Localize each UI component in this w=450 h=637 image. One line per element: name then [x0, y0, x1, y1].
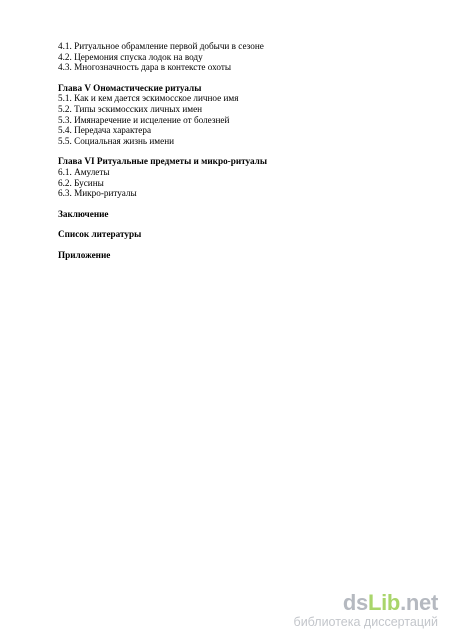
toc-item-6-3: 6.3. Микро-ритуалы [58, 188, 137, 199]
toc-item-4-3: 4.3. Многозначность дара в контексте охоты [58, 62, 232, 73]
toc-item-5-1: 5.1. Как и кем дается эскимосское личное имя [58, 93, 239, 104]
chapter-5-heading: Глава V Ономастические ритуалы [58, 82, 202, 93]
table-of-contents [58, 41, 418, 261]
toc-item-6-2: 6.2. Бусины [58, 177, 104, 188]
toc-item-5-4: 5.4. Передача характера [58, 125, 152, 136]
toc-item-5-2: 5.2. Типы эскимосских личных имен [58, 103, 203, 114]
logo-net-text: .net [400, 590, 438, 615]
bibliography-heading: Список литературы [58, 229, 142, 240]
toc-item-5-5: 5.5. Социальная жизнь имени [58, 135, 175, 146]
spacer [58, 146, 418, 156]
dslib-watermark [294, 592, 438, 629]
toc-item-4-2: 4.2. Церемония спуска лодок на воду [58, 51, 203, 62]
spacer [58, 240, 418, 250]
spacer [58, 199, 418, 209]
appendix-heading: Приложение [58, 249, 111, 260]
spacer [58, 73, 418, 83]
spacer [58, 219, 418, 229]
logo-ds-text: ds [342, 590, 368, 615]
toc-item-6-1: 6.1. Амулеты [58, 166, 110, 177]
logo-lib-text: Lib [367, 590, 401, 615]
toc-item-5-3: 5.3. Имянаречение и исцеление от болезней [58, 114, 230, 125]
dslib-logo [294, 592, 438, 614]
watermark-tagline: библиотека диссертаций [293, 615, 438, 629]
conclusion-heading: Заключение [58, 208, 109, 219]
toc-item-4-1: 4.1. Ритуальное обрамление первой добычи в сезоне [58, 41, 264, 51]
chapter-6-heading: Глава VI Ритуальные предметы и микро-ритуалы [58, 156, 268, 167]
